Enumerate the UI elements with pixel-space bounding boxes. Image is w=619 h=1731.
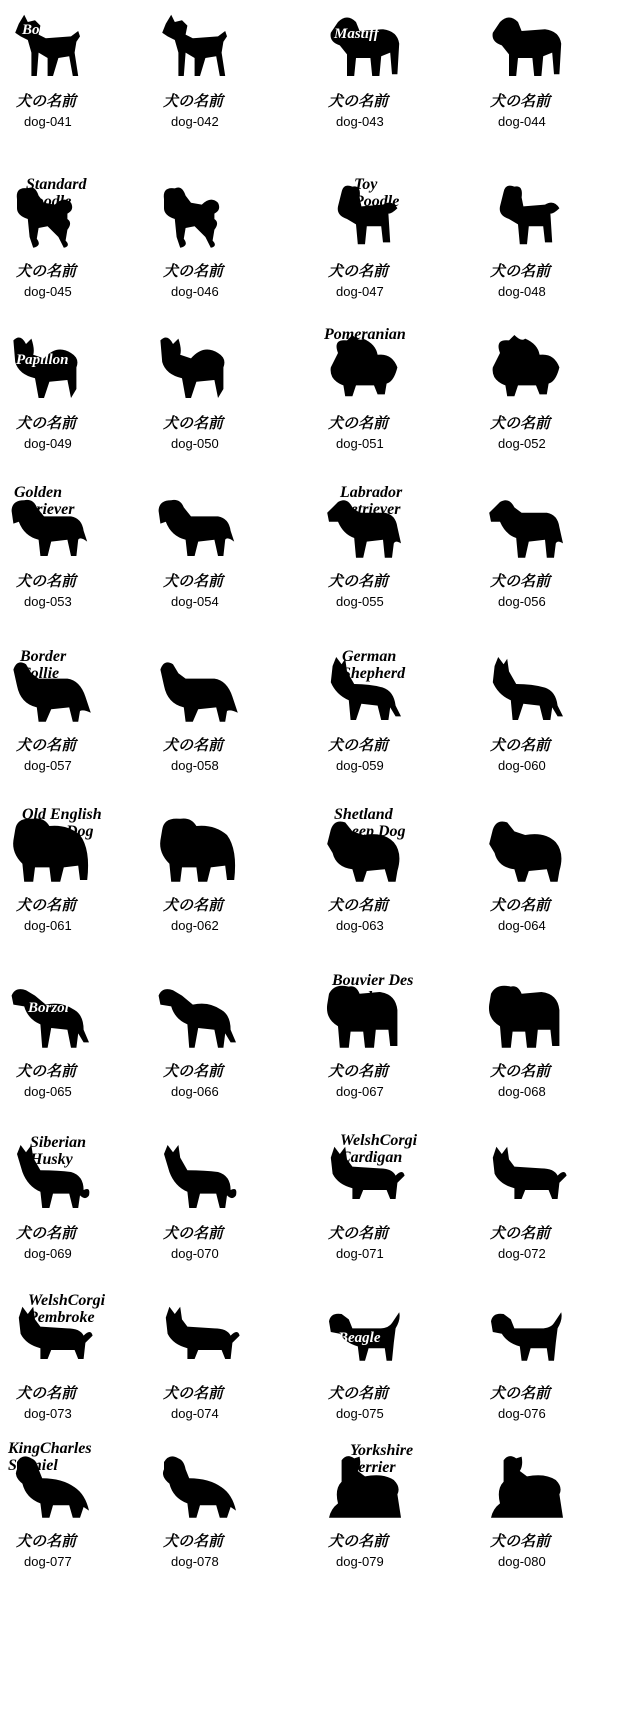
item-code: dog-054 [171, 594, 219, 609]
dog-silhouette-shape [164, 1145, 236, 1208]
breed-name: Mastiff [334, 26, 379, 42]
catalog-item [8, 1134, 158, 1310]
item-code: dog-053 [24, 594, 72, 609]
dog-name-label: 犬の名前 [490, 1224, 551, 1242]
catalog-item [482, 1140, 619, 1310]
dog-silhouette-shape [493, 1147, 567, 1199]
catalog-item [320, 484, 470, 658]
item-code: dog-068 [498, 1084, 546, 1099]
item-code: dog-066 [171, 1084, 219, 1099]
dog-silhouette-icon [482, 1144, 572, 1218]
dog-name-label: 犬の名前 [163, 736, 224, 754]
catalog-item [482, 978, 619, 1148]
item-code: dog-076 [498, 1406, 546, 1421]
dog-silhouette-icon [155, 1304, 245, 1378]
dog-name-label: 犬の名前 [16, 262, 77, 280]
dog-name-label: 犬の名前 [16, 1224, 77, 1242]
breed-name: Old English Sheep Dog [22, 806, 102, 840]
breed-name: German Shepherd [342, 648, 406, 682]
dog-name-label: 犬の名前 [490, 92, 551, 110]
item-code: dog-078 [171, 1554, 219, 1569]
dog-silhouette-icon [155, 1452, 245, 1526]
dog-silhouette-shape [489, 822, 561, 882]
dog-name-label: 犬の名前 [490, 1532, 551, 1550]
item-code: dog-064 [498, 918, 546, 933]
dog-silhouette-shape [331, 335, 398, 396]
dog-name-label: 犬の名前 [328, 896, 389, 914]
breed-name: KingCharles Spaniel [8, 1440, 92, 1474]
item-code: dog-071 [336, 1246, 384, 1261]
dog-name-label: 犬の名前 [16, 92, 77, 110]
catalog-item [482, 652, 619, 822]
catalog-item [8, 806, 158, 982]
dog-name-label: 犬の名前 [490, 1384, 551, 1402]
catalog-item [482, 812, 619, 982]
dog-name-label: 犬の名前 [328, 1384, 389, 1402]
catalog-item [155, 488, 305, 658]
dog-silhouette-icon [320, 334, 410, 408]
item-code: dog-045 [24, 284, 72, 299]
dog-name-label: 犬の名前 [16, 1384, 77, 1402]
breed-name: Bouvier Des Flandes [332, 972, 414, 1006]
catalog-item [155, 978, 305, 1148]
catalog-item [320, 1132, 470, 1310]
dog-silhouette-icon [482, 492, 572, 566]
item-code: dog-041 [24, 114, 72, 129]
item-code: dog-072 [498, 1246, 546, 1261]
dog-silhouette-icon [482, 656, 572, 730]
dog-silhouette-shape [166, 1307, 240, 1359]
dog-silhouette-shape [159, 989, 236, 1048]
item-code: dog-075 [336, 1406, 384, 1421]
breed-name: Borzoi [28, 1000, 69, 1016]
item-code: dog-067 [336, 1084, 384, 1099]
dog-silhouette-shape [164, 188, 219, 248]
breed-name: Boxer [22, 22, 60, 38]
dog-name-label: 犬の名前 [490, 736, 551, 754]
item-code: dog-048 [498, 284, 546, 299]
dog-name-label: 犬の名前 [490, 896, 551, 914]
catalog-item [482, 488, 619, 658]
catalog-item [8, 1440, 158, 1618]
catalog-item [8, 648, 158, 822]
catalog-item [155, 178, 305, 348]
dog-name-label: 犬の名前 [16, 896, 77, 914]
item-code: dog-052 [498, 436, 546, 451]
item-code: dog-059 [336, 758, 384, 773]
breed-name: Border Collie [20, 648, 67, 682]
catalog-item [482, 330, 619, 500]
catalog-item [8, 178, 158, 348]
breed-name: Papillon [16, 352, 69, 368]
dog-name-label: 犬の名前 [16, 1062, 77, 1080]
dog-silhouette-shape [489, 500, 563, 558]
item-code: dog-069 [24, 1246, 72, 1261]
item-code: dog-073 [24, 1406, 72, 1421]
dog-name-label: 犬の名前 [16, 414, 77, 432]
dog-silhouette-icon [155, 816, 245, 890]
item-code: dog-065 [24, 1084, 72, 1099]
item-code: dog-056 [498, 594, 546, 609]
catalog-item [155, 1140, 305, 1310]
dog-silhouette-shape [493, 657, 563, 720]
dog-silhouette-shape [160, 662, 237, 721]
catalog-item [8, 8, 158, 178]
breed-name: WelshCorgi Pembroke [28, 1292, 106, 1326]
catalog-item [8, 484, 158, 658]
item-code: dog-077 [24, 1554, 72, 1569]
item-code: dog-044 [498, 114, 546, 129]
dog-silhouette-shape [162, 15, 227, 76]
dog-name-label: 犬の名前 [163, 1062, 224, 1080]
catalog-item [320, 8, 470, 178]
item-code: dog-070 [171, 1246, 219, 1261]
dog-name-label: 犬の名前 [163, 1224, 224, 1242]
dog-name-label: 犬の名前 [490, 262, 551, 280]
breed-name: Toy Poodle [354, 176, 400, 210]
dog-silhouette-icon [155, 656, 245, 730]
dog-name-label: 犬の名前 [163, 414, 224, 432]
dog-silhouette-icon [482, 982, 572, 1056]
item-code: dog-042 [171, 114, 219, 129]
catalog-item [155, 812, 305, 982]
item-code: dog-043 [336, 114, 384, 129]
item-code: dog-051 [336, 436, 384, 451]
dog-name-label: 犬の名前 [328, 1224, 389, 1242]
dog-silhouette-icon [482, 1452, 572, 1526]
dog-silhouette-icon [155, 334, 245, 408]
catalog-item [155, 8, 305, 178]
dog-name-label: 犬の名前 [163, 896, 224, 914]
catalog-item [482, 178, 619, 348]
dog-silhouette-icon [482, 816, 572, 890]
dog-silhouette-shape [500, 186, 560, 245]
dog-silhouette-icon [155, 1144, 245, 1218]
dog-name-label: 犬の名前 [490, 414, 551, 432]
item-code: dog-049 [24, 436, 72, 451]
item-code: dog-063 [336, 918, 384, 933]
dog-silhouette-icon [320, 12, 410, 86]
catalog-item [320, 178, 470, 348]
breed-name: Siberian Husky [30, 1134, 87, 1168]
dog-name-label: 犬の名前 [163, 1532, 224, 1550]
catalog-item [320, 972, 470, 1148]
dog-silhouette-shape [160, 819, 235, 882]
dog-name-label: 犬の名前 [328, 572, 389, 590]
dog-silhouette-icon [482, 182, 572, 256]
dog-name-label: 犬の名前 [16, 1532, 77, 1550]
dog-silhouette-shape [491, 1456, 563, 1518]
dog-name-label: 犬の名前 [328, 1062, 389, 1080]
item-code: dog-080 [498, 1554, 546, 1569]
dog-silhouette-icon [155, 182, 245, 256]
catalog-item [155, 652, 305, 822]
item-code: dog-062 [171, 918, 219, 933]
breed-name: Golden Retriever [14, 484, 75, 518]
item-code: dog-079 [336, 1554, 384, 1569]
breed-name: Pomeranian [324, 326, 406, 343]
item-code: dog-055 [336, 594, 384, 609]
dog-name-label: 犬の名前 [328, 736, 389, 754]
item-code: dog-050 [171, 436, 219, 451]
dog-name-label: 犬の名前 [328, 92, 389, 110]
item-code: dog-046 [171, 284, 219, 299]
dog-silhouette-icon [8, 982, 98, 1056]
catalog-item [482, 8, 619, 178]
dog-name-label: 犬の名前 [16, 736, 77, 754]
catalog-item [8, 330, 158, 500]
dog-silhouette-shape [493, 335, 560, 396]
dog-name-label: 犬の名前 [163, 262, 224, 280]
dog-silhouette-shape [160, 338, 224, 398]
dog-name-label: 犬の名前 [328, 1532, 389, 1550]
catalog-item [155, 1300, 305, 1470]
dog-silhouette-icon [482, 12, 572, 86]
item-code: dog-058 [171, 758, 219, 773]
breed-name: WelshCorgi Cardigan [340, 1132, 418, 1166]
dog-name-label: 犬の名前 [163, 92, 224, 110]
dog-silhouette-icon [155, 982, 245, 1056]
catalog-item [320, 806, 470, 982]
item-code: dog-061 [24, 918, 72, 933]
breed-name: Yorkshire Terrier [350, 1442, 414, 1476]
dog-name-label: 犬の名前 [16, 572, 77, 590]
item-code: dog-074 [171, 1406, 219, 1421]
dog-silhouette-icon [8, 334, 98, 408]
catalog-item [320, 326, 470, 500]
catalog-item [482, 1300, 619, 1470]
breed-name: Shetland Sheep Dog [334, 806, 406, 840]
dog-name-label: 犬の名前 [490, 1062, 551, 1080]
dog-silhouette-shape [489, 986, 559, 1048]
breed-name: Standard Poodle [26, 176, 87, 210]
dog-silhouette-shape [493, 18, 562, 77]
catalog-item [155, 330, 305, 500]
dog-silhouette-shape [163, 1456, 236, 1517]
dog-silhouette-icon [155, 492, 245, 566]
dog-name-label: 犬の名前 [328, 414, 389, 432]
catalog-item [320, 1442, 470, 1618]
dog-silhouette-shape [491, 1312, 562, 1361]
catalog-item [155, 1448, 305, 1618]
breed-name: Beagle [338, 1330, 381, 1346]
dog-silhouette-icon [482, 1304, 572, 1378]
catalog-item [8, 978, 158, 1148]
dog-silhouette-shape [12, 989, 89, 1048]
dog-name-label: 犬の名前 [163, 572, 224, 590]
item-code: dog-060 [498, 758, 546, 773]
dog-silhouette-icon [482, 334, 572, 408]
catalog-item [320, 648, 470, 822]
item-code: dog-057 [24, 758, 72, 773]
item-code: dog-047 [336, 284, 384, 299]
dog-silhouette-icon [155, 12, 245, 86]
breed-name: Labrador Retriever [340, 484, 403, 518]
dog-silhouette-shape [159, 500, 235, 556]
dog-name-label: 犬の名前 [163, 1384, 224, 1402]
dog-name-label: 犬の名前 [490, 572, 551, 590]
catalog-item [482, 1448, 619, 1618]
dog-name-label: 犬の名前 [328, 262, 389, 280]
